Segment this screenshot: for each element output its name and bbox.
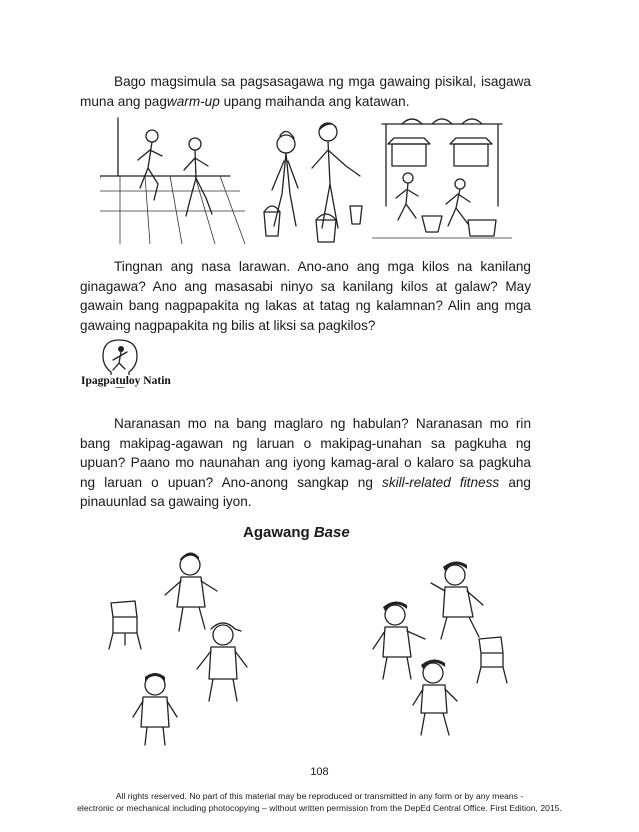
- agawang-base-drawing: [95, 545, 535, 750]
- intro-text-before: Bago magsimula sa pagsasagawa ng mga gawaing pisikal, isagawa muna ang pag: [80, 74, 531, 109]
- child-with-cap: [197, 623, 247, 701]
- ipagpatuloy-natin-badge: [77, 336, 197, 396]
- page-number: 108: [310, 766, 329, 778]
- copyright-footer: [60, 790, 579, 814]
- intro-paragraph: [80, 72, 531, 111]
- footer-line-2: electronic or mechanical including photocopying – without written permission from the DepEd Central Office. First Edition, 2015.: [77, 803, 562, 813]
- observation-text: Tingnan ang nasa larawan. Ano-ano ang mga kilos na kanilang ginagawa? Ano ang masasabi ninyo sa kanilang kilos at galaw? May gawain bang nagpapakita ng lakas at tatag ng kalamnan? Alin ang mga gawaing nagpapakita ng bilis at liksi sa pagkilos?: [80, 259, 531, 333]
- chair-right: [477, 637, 507, 683]
- warmup-illustrations: [100, 116, 520, 246]
- intro-italic-term: warm-up: [166, 93, 220, 109]
- badge-label: Ipagpatuloy Natin: [81, 375, 171, 387]
- house-chores-illustration: [372, 119, 512, 238]
- child-running-2: [431, 561, 483, 639]
- game-text-before: Naranasan mo na bang maglaro ng habulan? Naranasan mo rin bang makipag-agawan ng laruan o makipag-unahan sa pagkuha ng upuan? Paano mo naunahan ang iyong kamag-aral o kalaro sa pagkuha ng laruan o upuan? Ano-anong sangkap ng: [80, 416, 531, 490]
- footer-line-1: All rights reserved. No part of this material may be reproduced or transmitted in any form or by any means -: [115, 791, 524, 801]
- child-crouching: [413, 659, 457, 735]
- game-text-after: ang pinauunlad sa gawaing iyon.: [80, 474, 531, 510]
- chair-left: [109, 601, 141, 649]
- game-italic-term: skill-related fitness: [382, 474, 500, 490]
- section-title-main: Agawang: [243, 524, 314, 541]
- observation-paragraph: [80, 257, 531, 335]
- section-title-italic: Base: [313, 524, 350, 541]
- carrying-buckets-illustration: [264, 123, 362, 242]
- running-kids-illustration: [100, 118, 245, 244]
- game-question-paragraph: [80, 414, 531, 512]
- child-reaching: [373, 601, 425, 679]
- lightbulb-runner-icon: [77, 336, 197, 396]
- child-running-1: [165, 552, 217, 631]
- agawang-base-illustration: [95, 545, 535, 750]
- child-standing: [133, 673, 177, 745]
- intro-text-after: upang maihanda ang katawan.: [219, 93, 410, 109]
- warmup-illustrations-drawing: [100, 116, 520, 246]
- section-title: [243, 524, 350, 541]
